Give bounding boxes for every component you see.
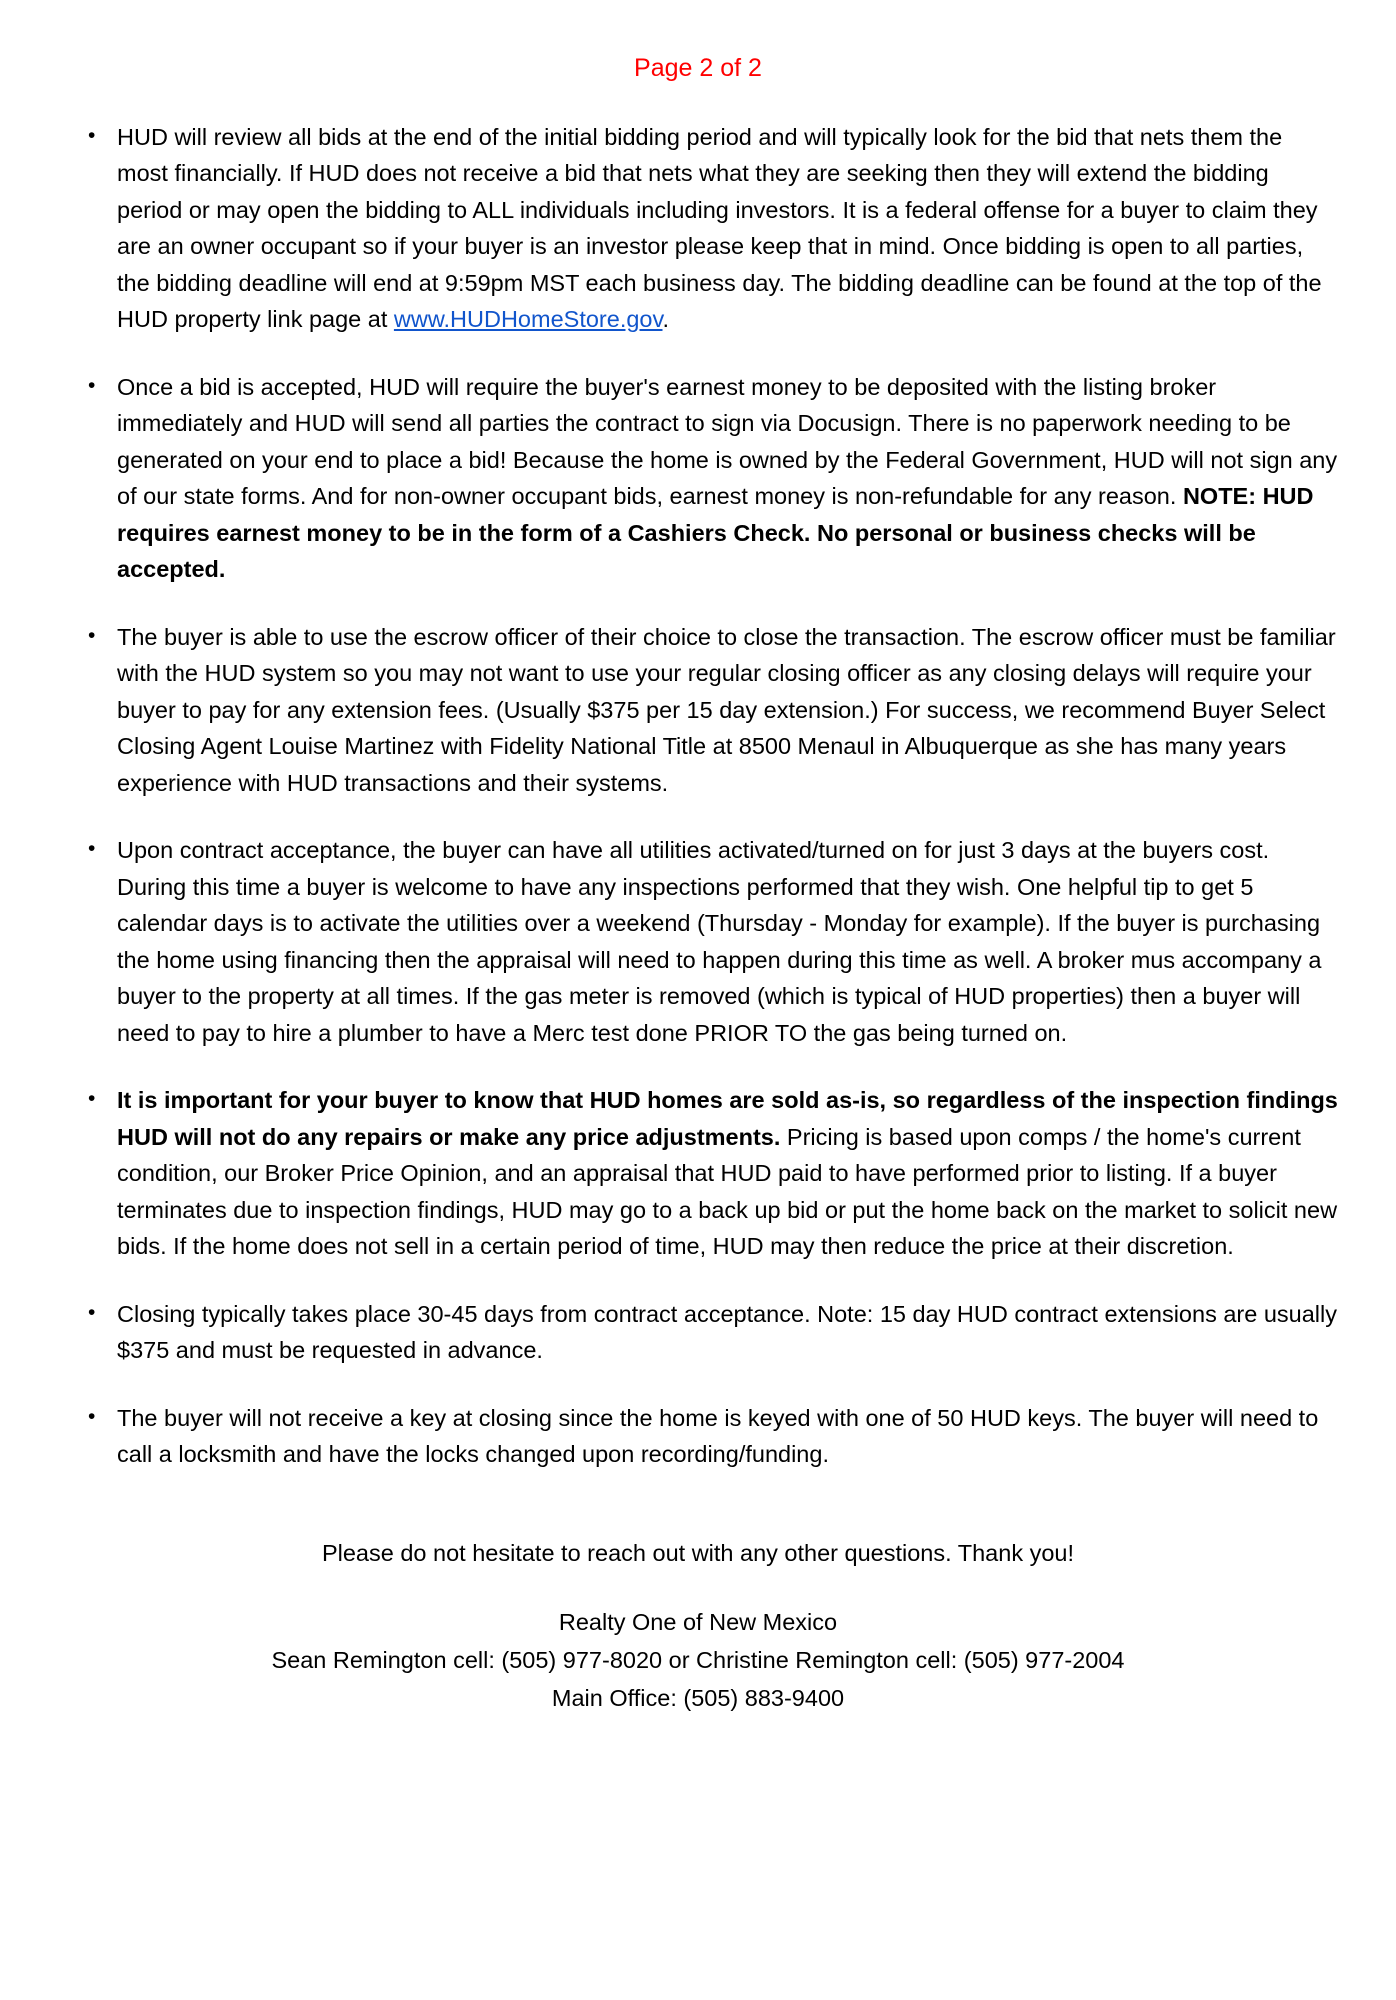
bullet-text: . [662, 306, 670, 332]
bullet-text: Once a bid is accepted, HUD will require the buyer's earnest money to be deposited with the listing broker immediately and HUD will send all parties the contract to sign via Docusign. There is no paperwork needing to be generated on your end to place a bid! Because the home is owned by the Federal Government, HUD will not sign any of our state forms. And for non-owner occupant bids, earnest money is non-refundable for any reason. [117, 373, 1338, 509]
page-number-header: Page 2 of 2 [634, 54, 762, 82]
bullet-item-keys [58, 1400, 1338, 1473]
bullet-list [58, 119, 1338, 1473]
bullet-item-utilities [58, 832, 1338, 1051]
signature-agents: Sean Remington cell: (505) 977-8020 or Christine Remington cell: (505) 977-2004 [271, 1646, 1125, 1673]
bullet-bold-text: NOTE: HUD requires earnest money to be in the form of a Cashiers Check. No personal or business checks will be accepted. [117, 483, 1314, 582]
bullet-text: Pricing is based upon comps / the home's current condition, our Broker Price Opinion, and an appraisal that HUD paid to have performed prior to listing. If a buyer terminates due to inspection findings, HUD may go to a back up bid or put the home back on the market to solicit new bids. If the home does not sell in a certain period of time, HUD may then reduce the price at their discretion. [117, 1123, 1338, 1259]
bullet-text: Closing typically takes place 30-45 days from contract acceptance. Note: 15 day HUD contract extensions are usually $375 and must be requested in advance. [117, 1300, 1337, 1363]
signature-company: Realty One of New Mexico [558, 1608, 838, 1635]
bullet-text: The buyer is able to use the escrow officer of their choice to close the transaction. The escrow officer must be familiar with the HUD system so you may not want to use your regular closing officer as any closing delays will require your buyer to pay for any extension fees. (Usually $375 per 15 day extension.) For success, we recommend Buyer Select Closing Agent Louise Martinez with Fidelity National Title at 8500 Menaul in Albuquerque as she has many years experience with HUD transactions and their systems. [117, 623, 1336, 796]
closing-note: Please do not hesitate to reach out with any other questions. Thank you! [321, 1539, 1075, 1566]
hudhomestore-link[interactable]: www.HUDHomeStore.gov [393, 306, 663, 332]
signature-block [58, 1603, 1338, 1717]
bullet-item-as-is [58, 1082, 1338, 1265]
bullet-item-escrow-officer [58, 619, 1338, 802]
bullet-text: Upon contract acceptance, the buyer can have all utilities activated/turned on for just 3 days at the buyers cost. During this time a buyer is welcome to have any inspections performed that they wish. One helpful tip to get 5 calendar days is to activate the utilities over a weekend (Thursday - Monday for example). If the buyer is purchasing the home using financing then the appraisal will need to happen during this time as well. A broker mus accompany a buyer to the property at all times. If the gas meter is removed (which is typical of HUD properties) then a buyer will need to pay to hire a plumber to have a Merc test done PRIOR TO the gas being turned on. [117, 837, 1322, 1046]
bullet-bold-text: It is important for your buyer to know that HUD homes are sold as-is, so regardless of the inspection findings HUD will not do any repairs or make any price adjustments. [117, 1087, 1338, 1150]
bullet-text: The buyer will not receive a key at closing since the home is keyed with one of 50 HUD keys. The buyer will need to call a locksmith and have the locks changed upon recording/funding. [117, 1404, 1319, 1467]
signature-main-office: Main Office: (505) 883-9400 [551, 1684, 845, 1711]
bullet-item-earnest-money [58, 369, 1338, 588]
bullet-text: HUD will review all bids at the end of the initial bidding period and will typically look for the bid that nets them the most financially. If HUD does not receive a bid that nets what they are seeking then they will extend the bidding period or may open the bidding to ALL individuals including investors. It is a federal offense for a buyer to claim they are an owner occupant so if your buyer is an investor please keep that in mind. Once bidding is open to all parties, the bidding deadline will end at 9:59pm MST each business day. The bidding deadline can be found at the top of the HUD property link page at [117, 123, 1322, 332]
bullet-item-bid-review [58, 119, 1338, 338]
bullet-item-closing-timeline [58, 1296, 1338, 1369]
